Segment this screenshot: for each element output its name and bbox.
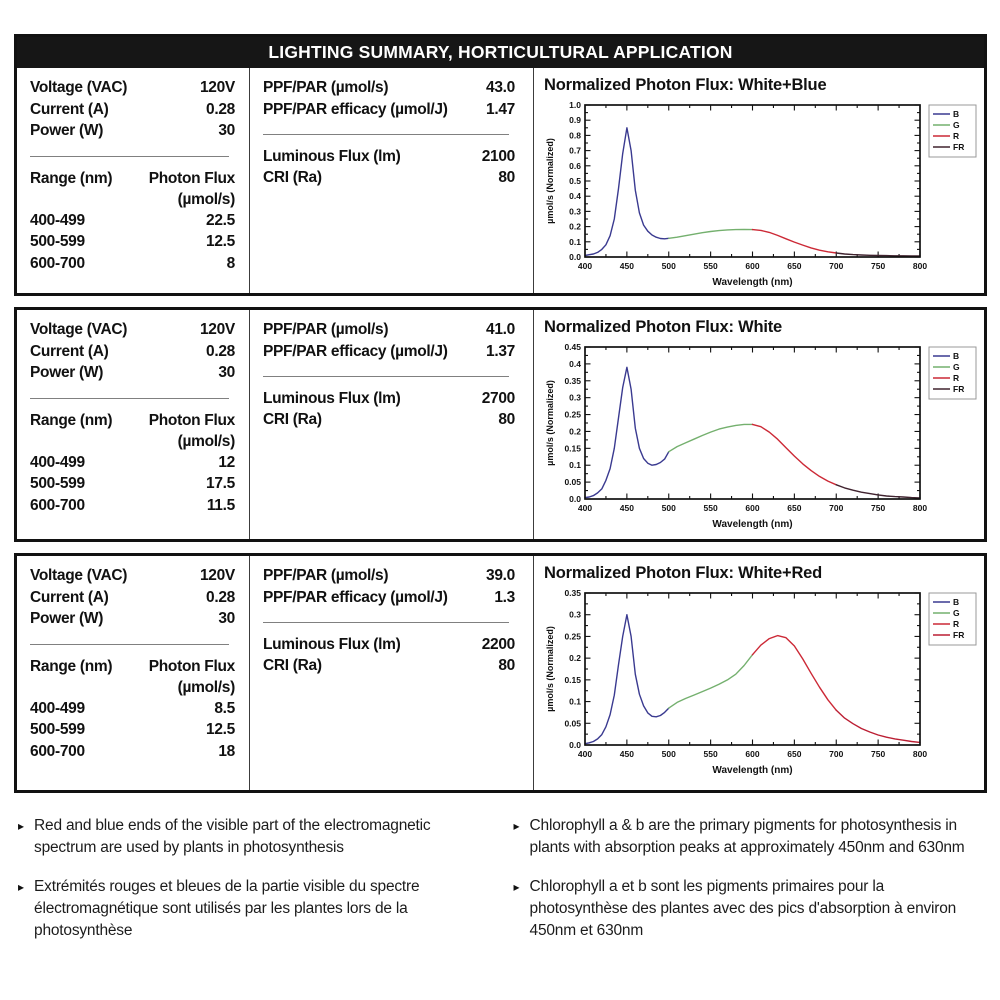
- svg-text:550: 550: [703, 503, 718, 513]
- photon-flux-header: Photon Flux (µmol/s): [148, 169, 235, 208]
- svg-text:0.9: 0.9: [569, 115, 581, 126]
- power-row: Power (W) 30: [30, 610, 235, 627]
- svg-text:550: 550: [703, 749, 718, 759]
- svg-text:µmol/s (Normalized): µmol/s (Normalized): [545, 138, 555, 224]
- svg-text:B: B: [953, 597, 960, 607]
- ppf-row: PPF/PAR (µmol/s) 41.0: [262, 321, 515, 338]
- svg-text:0.25: 0.25: [564, 631, 581, 642]
- cri-row: CRI (Ra) 80: [262, 411, 515, 428]
- range-row: 600-700 11.5: [30, 496, 235, 514]
- page-title: LIGHTING SUMMARY, HORTICULTURAL APPLICATION: [17, 37, 984, 68]
- panel-body: [17, 310, 984, 539]
- bullet-triangle-icon: ▸: [18, 819, 25, 833]
- svg-text:0.5: 0.5: [569, 176, 581, 186]
- svg-text:0.0: 0.0: [569, 252, 581, 262]
- svg-text:700: 700: [829, 261, 844, 271]
- svg-text:0.4: 0.4: [569, 191, 581, 202]
- svg-text:0.8: 0.8: [569, 130, 581, 141]
- svg-text:800: 800: [912, 261, 928, 271]
- range-row: 500-599 12.5: [30, 233, 235, 250]
- svg-text:650: 650: [787, 503, 802, 513]
- range-table-header: [30, 656, 235, 698]
- range-row: 400-499 8.5: [30, 699, 235, 717]
- bullet-triangle-icon: ▸: [513, 819, 520, 833]
- svg-text:450: 450: [619, 749, 634, 759]
- svg-text:0.0: 0.0: [569, 740, 581, 750]
- svg-text:800: 800: [912, 749, 928, 759]
- svg-text:600: 600: [745, 749, 760, 759]
- svg-text:G: G: [953, 608, 960, 618]
- power-row: [30, 120, 235, 142]
- voltage-row: [30, 77, 235, 99]
- note-text: Red and blue ends of the visible part of the electromagnetic spectrum are used by plants in photosynthesis: [34, 817, 431, 856]
- lumens-row: Luminous Flux (lm) 2200: [262, 636, 515, 653]
- electrical-column: [17, 556, 250, 790]
- range-row: 500-599 17.5: [30, 475, 235, 492]
- svg-text:FR: FR: [953, 630, 965, 640]
- svg-text:0.1: 0.1: [569, 696, 581, 707]
- panel-white-red: [14, 553, 987, 793]
- svg-text:0.2: 0.2: [569, 653, 581, 664]
- bullet-triangle-icon: ▸: [18, 880, 25, 894]
- note-fr-chlorophyll: [514, 876, 986, 942]
- voltage-row: Voltage (VAC) 120V: [30, 567, 235, 584]
- svg-text:600: 600: [745, 503, 760, 513]
- range-row: 600-700 18: [30, 742, 235, 760]
- horizontal-rule: [263, 622, 509, 623]
- svg-text:Wavelength (nm): Wavelength (nm): [712, 519, 793, 530]
- svg-text:500: 500: [661, 261, 676, 271]
- cri-row: CRI (Ra) 80: [262, 657, 515, 674]
- svg-text:600: 600: [745, 261, 760, 271]
- svg-text:750: 750: [871, 261, 886, 271]
- power-label: Power (W): [30, 122, 104, 139]
- note-text: Chlorophyll a et b sont les pigments primaires pour la photosynthèse des plantes avec des pics d'absorption à environ 450nm et 630nm: [529, 878, 957, 939]
- svg-text:0.45: 0.45: [564, 342, 581, 352]
- range-header: Range (nm): [30, 657, 113, 675]
- svg-text:Wavelength (nm): Wavelength (nm): [712, 277, 793, 288]
- svg-text:650: 650: [787, 261, 802, 271]
- range-row: 500-599 12.5: [30, 721, 235, 738]
- panel-white: [14, 307, 987, 542]
- electrical-column: [17, 310, 250, 539]
- svg-text:0.2: 0.2: [569, 426, 581, 437]
- ppf-row: PPF/PAR (µmol/s) 43.0: [262, 79, 515, 96]
- chart-title: Normalized Photon Flux: White+Blue: [544, 76, 827, 94]
- current-row: [30, 99, 235, 121]
- current-label: Current (A): [30, 100, 109, 118]
- horizontal-rule: [30, 156, 229, 157]
- voltage-label: Voltage (VAC): [30, 79, 128, 96]
- power-row: Power (W) 30: [30, 364, 235, 381]
- svg-text:µmol/s (Normalized): µmol/s (Normalized): [545, 380, 555, 466]
- svg-text:700: 700: [829, 749, 844, 759]
- svg-text:400: 400: [577, 503, 593, 513]
- svg-text:0.35: 0.35: [564, 375, 581, 386]
- panel-body: [17, 68, 984, 293]
- svg-text:400: 400: [577, 261, 593, 271]
- power-value: 30: [218, 122, 235, 139]
- voltage-row: Voltage (VAC) 120V: [30, 321, 235, 338]
- svg-text:0.05: 0.05: [564, 718, 581, 729]
- range-row: 600-700 8: [30, 254, 235, 272]
- svg-text:1.0: 1.0: [569, 100, 581, 110]
- current-row: Current (A) 0.28: [30, 342, 235, 360]
- range-table-header: [30, 168, 235, 210]
- note-en-chlorophyll: [514, 815, 986, 859]
- svg-text:0.15: 0.15: [564, 443, 581, 454]
- svg-text:0.3: 0.3: [569, 206, 581, 217]
- svg-text:450: 450: [619, 503, 634, 513]
- svg-text:700: 700: [829, 503, 844, 513]
- voltage-value: 120V: [199, 79, 235, 96]
- footnotes: [18, 815, 985, 959]
- svg-text:0.25: 0.25: [564, 409, 581, 420]
- svg-text:500: 500: [661, 503, 676, 513]
- spectrum-chart-white-blue: [542, 98, 980, 288]
- svg-text:0.3: 0.3: [569, 609, 581, 620]
- chart-column: [534, 556, 984, 790]
- range-table-header: [30, 410, 235, 452]
- cri-row: CRI (Ra) 80: [262, 169, 515, 186]
- note-text: Chlorophyll a & b are the primary pigments for photosynthesis in plants with absorption peaks at approximately 450nm and 630nm: [529, 817, 965, 856]
- svg-text:0.7: 0.7: [569, 145, 581, 156]
- spectrum-chart-white-red: [542, 586, 980, 776]
- note-text: Extrémités rouges et bleues de la partie visible du spectre électromagnétique sont utilisés par les plantes lors de la photosynthèse: [34, 878, 420, 939]
- horizontal-rule: [263, 134, 509, 135]
- range-row: 400-499 22.5: [30, 211, 235, 229]
- svg-text:G: G: [953, 362, 960, 372]
- svg-text:550: 550: [703, 261, 718, 271]
- svg-text:650: 650: [787, 749, 802, 759]
- chart-title: Normalized Photon Flux: White+Red: [544, 564, 823, 582]
- panel-white-blue: [14, 34, 987, 296]
- footnotes-left-column: [18, 815, 490, 959]
- svg-text:R: R: [953, 619, 960, 629]
- svg-text:400: 400: [577, 749, 593, 759]
- efficacy-row: PPF/PAR efficacy (µmol/J) 1.37: [262, 342, 515, 360]
- lumens-row: Luminous Flux (lm) 2100: [262, 148, 515, 165]
- ppf-column: [250, 310, 534, 539]
- svg-text:750: 750: [871, 503, 886, 513]
- svg-text:0.1: 0.1: [569, 460, 581, 471]
- svg-text:0.2: 0.2: [569, 221, 581, 232]
- electrical-column: [17, 68, 250, 293]
- ppf-column: [250, 556, 534, 790]
- photon-flux-header: Photon Flux (µmol/s): [148, 657, 235, 696]
- horizontal-rule: [263, 376, 509, 377]
- svg-text:800: 800: [912, 503, 928, 513]
- svg-text:B: B: [953, 351, 960, 361]
- chart-column: [534, 310, 984, 539]
- ppf-row: PPF/PAR (µmol/s) 39.0: [262, 567, 515, 584]
- svg-text:0.4: 0.4: [569, 358, 581, 369]
- range-header: Range (nm): [30, 169, 113, 187]
- range-row: 400-499 12: [30, 453, 235, 471]
- footnotes-right-column: [514, 815, 986, 959]
- note-en-spectrum: [18, 815, 490, 859]
- efficacy-row: PPF/PAR efficacy (µmol/J) 1.47: [262, 100, 515, 118]
- svg-text:750: 750: [871, 749, 886, 759]
- current-row: Current (A) 0.28: [30, 588, 235, 606]
- chart-title: Normalized Photon Flux: White: [544, 318, 783, 336]
- panel-body: [17, 556, 984, 790]
- horizontal-rule: [30, 398, 229, 399]
- photon-flux-header: Photon Flux (µmol/s): [148, 411, 235, 450]
- chart-column: [534, 68, 984, 293]
- efficacy-row: PPF/PAR efficacy (µmol/J) 1.3: [262, 588, 515, 606]
- svg-text:G: G: [953, 120, 960, 130]
- svg-text:0.3: 0.3: [569, 392, 581, 403]
- svg-text:µmol/s (Normalized): µmol/s (Normalized): [545, 626, 555, 712]
- svg-text:500: 500: [661, 749, 676, 759]
- svg-text:B: B: [953, 109, 960, 119]
- svg-text:R: R: [953, 131, 960, 141]
- svg-text:0.1: 0.1: [569, 236, 581, 247]
- svg-text:0.0: 0.0: [569, 494, 581, 504]
- current-value: 0.28: [206, 100, 235, 118]
- svg-text:0.6: 0.6: [569, 160, 581, 171]
- svg-text:0.35: 0.35: [564, 588, 581, 598]
- spectrum-chart-white: [542, 340, 980, 530]
- svg-text:FR: FR: [953, 384, 965, 394]
- bullet-triangle-icon: ▸: [513, 880, 520, 894]
- svg-text:R: R: [953, 373, 960, 383]
- svg-text:450: 450: [619, 261, 634, 271]
- ppf-column: [250, 68, 534, 293]
- lumens-row: Luminous Flux (lm) 2700: [262, 390, 515, 407]
- horizontal-rule: [30, 644, 229, 645]
- note-fr-spectrum: [18, 876, 490, 942]
- svg-text:0.05: 0.05: [564, 477, 581, 488]
- svg-text:0.15: 0.15: [564, 674, 581, 685]
- svg-text:FR: FR: [953, 142, 965, 152]
- svg-text:Wavelength (nm): Wavelength (nm): [712, 765, 793, 776]
- range-header: Range (nm): [30, 411, 113, 429]
